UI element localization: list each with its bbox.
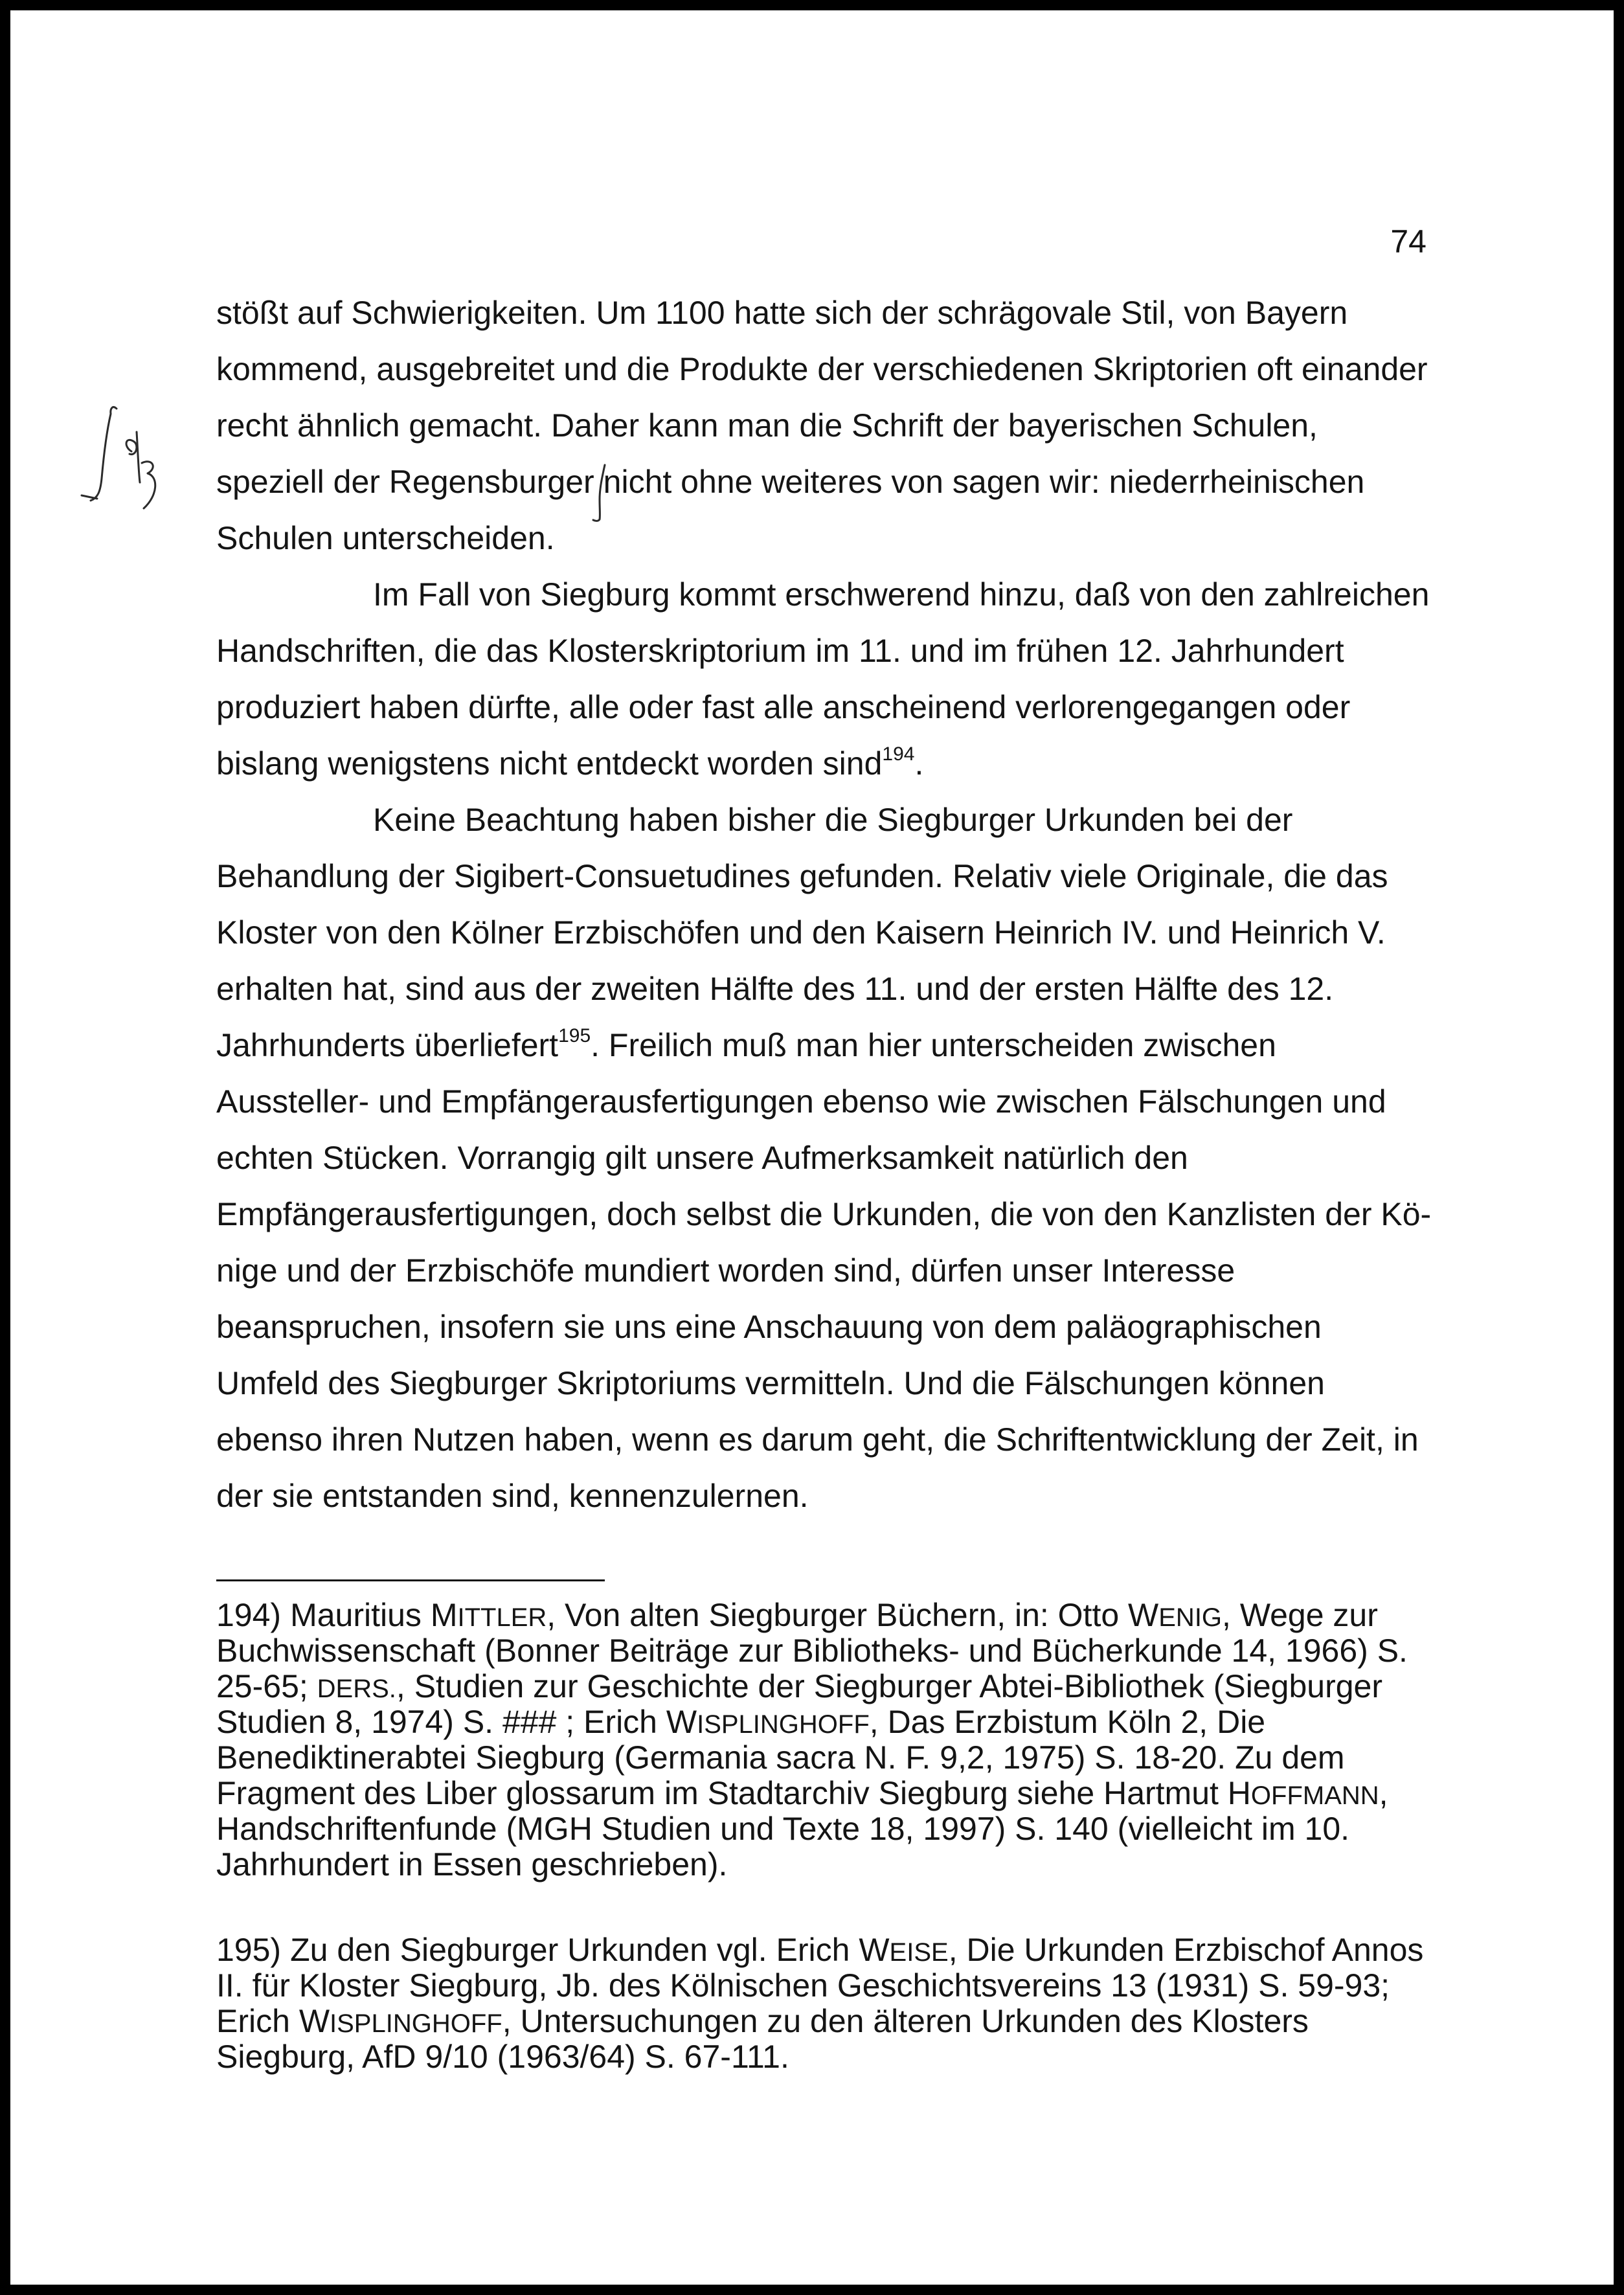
body-line: Im Fall von Siegburg kommt erschwerend hinzu, daß von den zahlreichen — [373, 576, 1430, 613]
footnote-text: , Untersuchungen zu den älteren Urkunden des Klosters — [502, 2003, 1309, 2039]
footnote — [216, 1932, 1447, 2075]
author-name: WISPLINGHOFF — [666, 1704, 870, 1740]
handwritten-insertion-mark-icon — [594, 492, 603, 493]
body-line: ebenso ihren Nutzen haben, wenn es darum geht, die Schriftentwicklung der Zeit, in — [216, 1421, 1419, 1458]
footnote-line — [216, 1932, 1447, 1968]
footnote-separator — [216, 1579, 605, 1581]
footnote-number: 194) — [216, 1597, 282, 1633]
footnote-text: , Die Urkunden Erzbischof Annos — [948, 1932, 1424, 1968]
body-line — [216, 454, 1447, 510]
footnote-line — [216, 1598, 1447, 1633]
author-name: HOFFMANN — [1227, 1775, 1379, 1811]
body-line: echten Stücken. Vorrangig gilt unsere Aufmerksamkeit natürlich den — [216, 1140, 1188, 1176]
body-line: der sie entstanden sind, kennenzulernen. — [216, 1478, 809, 1514]
footnote-line — [216, 1669, 1447, 1704]
body-line: Handschriften, die das Klosterskriptorium im 11. und im frühen 12. Jahrhundert — [216, 633, 1344, 669]
body-line: Empfängerausfertigungen, doch selbst die Urkunden, die von den Kanzlisten der Kö- — [216, 1196, 1432, 1232]
body-line — [216, 736, 1447, 792]
footnote-text: 25-65; — [216, 1668, 317, 1704]
footnote — [216, 1598, 1447, 1882]
footnote-reference: 194 — [882, 743, 915, 765]
footnotes — [216, 1598, 1447, 2075]
footnote-reference: 195 — [558, 1025, 591, 1046]
footnote-text: , Das Erzbistum Köln 2, Die — [869, 1704, 1266, 1740]
author-name: WENIG — [1128, 1597, 1223, 1633]
paragraph — [216, 567, 1447, 792]
author-name: WEISE — [859, 1932, 949, 1968]
line-text: . Freilich muß man hier unterscheiden zwischen — [591, 1027, 1276, 1063]
footnote-line: Handschriftenfunde (MGH Studien und Texte 18, 1997) S. 140 (vielleicht im 10. — [216, 1811, 1350, 1847]
footnote-text: Zu den Siegburger Urkunden vgl. Erich — [290, 1932, 859, 1968]
body-line: beanspruchen, insofern sie uns eine Anschauung von dem paläographischen — [216, 1309, 1322, 1345]
author-name: WISPLINGHOFF — [299, 2003, 502, 2039]
body-line: Kloster von den Kölner Erzbischöfen und den Kaisern Heinrich IV. und Heinrich V. — [216, 914, 1386, 951]
footnote-text: , Von alten Siegburger Büchern, in: Otto — [547, 1597, 1129, 1633]
body-line: Schulen unterscheiden. — [216, 520, 555, 556]
footnote-text: Fragment des Liber glossarum im Stadtarchiv Siegburg siehe Hartmut — [216, 1775, 1228, 1811]
handwritten-margin-note-icon — [71, 398, 168, 521]
footnote-text: Studien 8, 1974) S. ### ; Erich — [216, 1704, 666, 1740]
paragraph — [216, 285, 1447, 567]
line-text: Jahrhunderts überliefert — [216, 1027, 559, 1063]
body-line: Umfeld des Siegburger Skriptoriums vermitteln. Und die Fälschungen können — [216, 1365, 1325, 1401]
footnote-line: Jahrhundert in Essen geschrieben). — [216, 1846, 728, 1882]
page-number: 74 — [1390, 223, 1427, 260]
footnote-line — [216, 2004, 1447, 2039]
paragraph — [216, 792, 1447, 1524]
line-text: speziell der Regensburger — [216, 464, 594, 500]
line-text: . — [914, 745, 924, 782]
body-line: produziert haben dürfte, alle oder fast alle anscheinend verlorengegangen oder — [216, 689, 1351, 725]
footnote-text: , Studien zur Geschichte der Siegburger Abtei-Bibliothek (Siegburger — [396, 1668, 1382, 1704]
body-line: stößt auf Schwierigkeiten. Um 1100 hatte sich der schrägovale Stil, von Bayern — [216, 295, 1348, 331]
body-line — [216, 1017, 1447, 1074]
author-name: DERS. — [317, 1675, 396, 1703]
line-text: bislang wenigstens nicht entdeckt worden sind — [216, 745, 883, 782]
footnote-line — [216, 1776, 1447, 1811]
footnote-text: , Wege zur — [1222, 1597, 1378, 1633]
footnote-line — [216, 1704, 1447, 1740]
body-line: kommend, ausgebreitet und die Produkte der verschiedenen Skriptorien oft einander — [216, 351, 1428, 387]
footnote-line: Benediktinerabtei Siegburg (Germania sacra N. F. 9,2, 1975) S. 18-20. Zu dem — [216, 1739, 1345, 1776]
footnote-line: Buchwissenschaft (Bonner Beiträge zur Bibliotheks- und Bücherkunde 14, 1966) S. — [216, 1633, 1408, 1669]
footnote-text: Erich — [216, 2003, 299, 2039]
author-name: MITTLER — [430, 1597, 547, 1633]
body-line: Keine Beachtung haben bisher die Siegburger Urkunden bei der — [373, 802, 1293, 838]
body-line: recht ähnlich gemacht. Daher kann man die Schrift der bayerischen Schulen, — [216, 407, 1318, 444]
line-text: nicht ohne weiteres von sagen wir: niederrheinischen — [603, 464, 1365, 500]
body-text — [216, 285, 1447, 1524]
footnote-text: , — [1379, 1775, 1388, 1811]
footnote-line: Siegburg, AfD 9/10 (1963/64) S. 67-111. — [216, 2039, 789, 2075]
body-line: Behandlung der Sigibert-Consuetudines gefunden. Relativ viele Originale, die das — [216, 858, 1388, 894]
footnote-line: II. für Kloster Siegburg, Jb. des Kölnischen Geschichtsvereins 13 (1931) S. 59-93; — [216, 1967, 1390, 2004]
body-line: Aussteller- und Empfängerausfertigungen ebenso wie zwischen Fälschungen und — [216, 1083, 1386, 1120]
footnote-number: 195) — [216, 1932, 282, 1968]
footnote-text: Mauritius — [290, 1597, 431, 1633]
body-line: erhalten hat, sind aus der zweiten Hälfte des 11. und der ersten Hälfte des 12. — [216, 971, 1334, 1007]
body-line: nige und der Erzbischöfe mundiert worden sind, dürfen unser Interesse — [216, 1252, 1235, 1289]
